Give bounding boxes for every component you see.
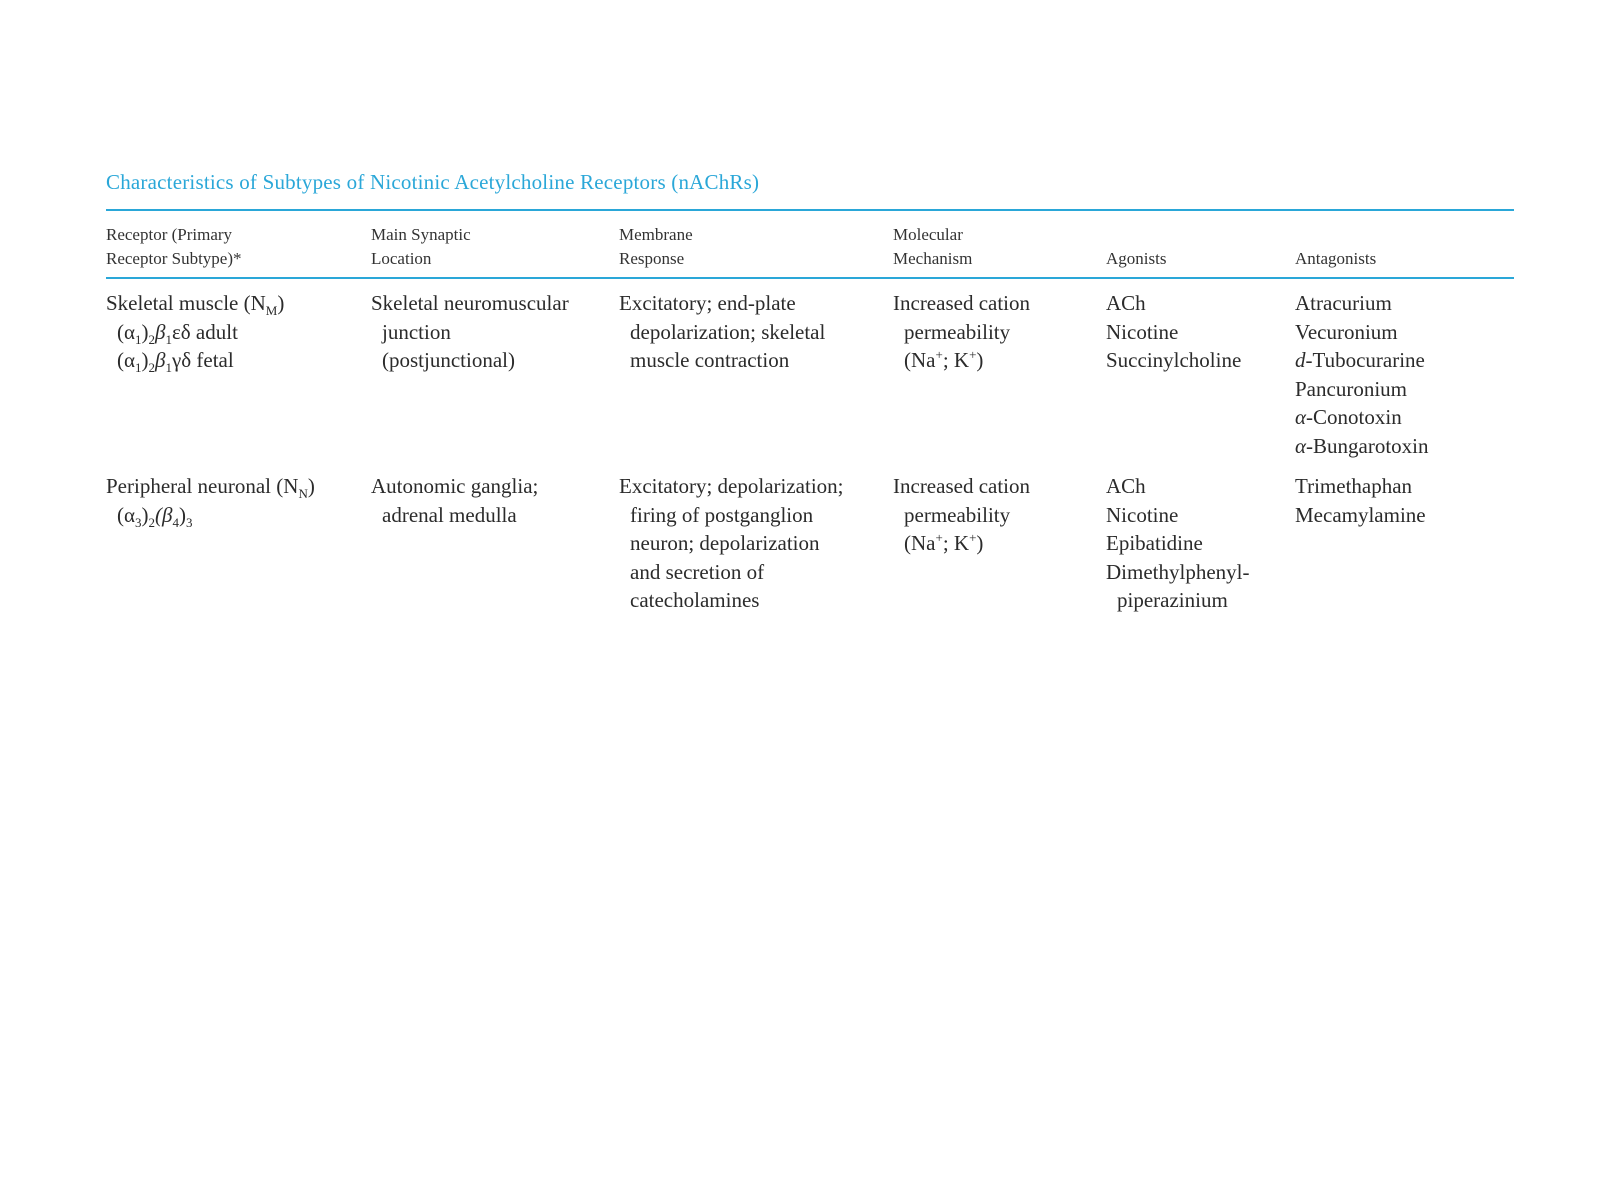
- header-location-line: Location: [371, 249, 432, 268]
- cell-antagonists: [1295, 472, 1514, 615]
- header-mechanism-line: Molecular: [893, 225, 963, 244]
- header-response-line: Membrane: [619, 225, 693, 244]
- header-agonists-line: Agonists: [1106, 249, 1167, 268]
- agonist-item: Dimethylphenyl-: [1106, 559, 1250, 584]
- antagonist-item: Trimethaphan: [1295, 474, 1413, 498]
- cell-agonists: [1106, 289, 1295, 460]
- cell-response: [619, 472, 893, 615]
- receptor-subunits-adult: $(\alpha_1)_2\beta_1\varepsilon\delta$ adult: [117, 319, 238, 347]
- header-agonists: [1106, 211, 1295, 277]
- header-location-line: Main Synaptic: [371, 225, 471, 244]
- cell-location: [371, 472, 619, 615]
- cell-line: Increased cation: [893, 291, 1031, 315]
- ion-list: (Na+; K+): [904, 530, 984, 555]
- header-mechanism: [893, 211, 1106, 277]
- antagonist-item: Pancuronium: [1295, 376, 1407, 401]
- cell-line: depolarization; skeletal: [630, 319, 826, 344]
- header-receptor: [106, 211, 371, 277]
- agonist-item: ACh: [1106, 291, 1146, 315]
- cell-line: muscle contraction: [630, 348, 790, 372]
- cell-line: permeability: [904, 502, 1011, 527]
- table-title: Characteristics of Subtypes of Nicotinic Acetylcholine Receptors (nAChRs): [106, 170, 760, 194]
- header-location: [371, 211, 619, 277]
- cell-mechanism: [893, 472, 1106, 615]
- table-header-row: [106, 211, 1514, 277]
- antagonist-item: d-Tubocurarine: [1295, 348, 1425, 372]
- cell-line: Skeletal neuromuscular: [371, 291, 569, 315]
- receptor-name: Peripheral neuronal $(N_N)$: [106, 474, 315, 502]
- cell-receptor: [106, 289, 371, 460]
- table-row: [106, 279, 1514, 460]
- antagonist-item: Mecamylamine: [1295, 502, 1426, 527]
- agonist-item: Succinylcholine: [1106, 348, 1242, 372]
- antagonist-item: Atracurium: [1295, 291, 1392, 315]
- cell-line: permeability: [904, 319, 1011, 344]
- header-response: [619, 211, 893, 277]
- antagonist-item: α-Conotoxin: [1295, 405, 1402, 429]
- receptor-subunits: $(\alpha_3)_2(\beta_4)_3$: [117, 502, 193, 530]
- agonist-item: Nicotine: [1106, 319, 1179, 344]
- agonist-item: ACh: [1106, 474, 1146, 498]
- receptor-subunits-fetal: $(\alpha_1)_2\beta_1\gamma\delta$ fetal: [117, 348, 234, 376]
- cell-line: neuron; depolarization: [630, 531, 820, 555]
- cell-line: Excitatory; end-plate: [619, 291, 796, 315]
- header-mechanism-line: Mechanism: [893, 249, 973, 268]
- receptor-name: Skeletal muscle $(N_M)$: [106, 291, 285, 319]
- cell-response: [619, 289, 893, 460]
- table-row: [106, 460, 1514, 615]
- header-receptor-line: Receptor (Primary: [106, 225, 233, 244]
- cell-line: (postjunctional): [382, 348, 515, 372]
- agonist-item: piperazinium: [1117, 588, 1228, 612]
- cell-line: and secretion of: [630, 559, 765, 584]
- cell-line: firing of postganglion: [630, 502, 814, 527]
- header-antagonists: [1295, 211, 1514, 277]
- agonist-item: Epibatidine: [1106, 531, 1203, 555]
- cell-receptor: [106, 472, 371, 615]
- cell-line: catecholamines: [630, 588, 760, 612]
- agonist-item: Nicotine: [1106, 502, 1179, 527]
- cell-location: [371, 289, 619, 460]
- header-response-line: Response: [619, 249, 685, 268]
- antagonist-item: Vecuronium: [1295, 319, 1398, 344]
- header-antagonists-line: Antagonists: [1295, 249, 1377, 268]
- ion-list: (Na+; K+): [904, 347, 984, 372]
- antagonist-item: α-Bungarotoxin: [1295, 433, 1429, 458]
- cell-line: Excitatory; depolarization;: [619, 474, 844, 498]
- cell-agonists: [1106, 472, 1295, 615]
- cell-line: junction: [382, 319, 451, 344]
- cell-antagonists: [1295, 289, 1514, 460]
- cell-line: Autonomic ganglia;: [371, 474, 539, 498]
- cell-line: Increased cation: [893, 474, 1031, 498]
- cell-mechanism: [893, 289, 1106, 460]
- cell-line: adrenal medulla: [382, 502, 517, 527]
- header-receptor-line: Receptor Subtype)*: [106, 249, 242, 268]
- document-page: [106, 170, 1514, 615]
